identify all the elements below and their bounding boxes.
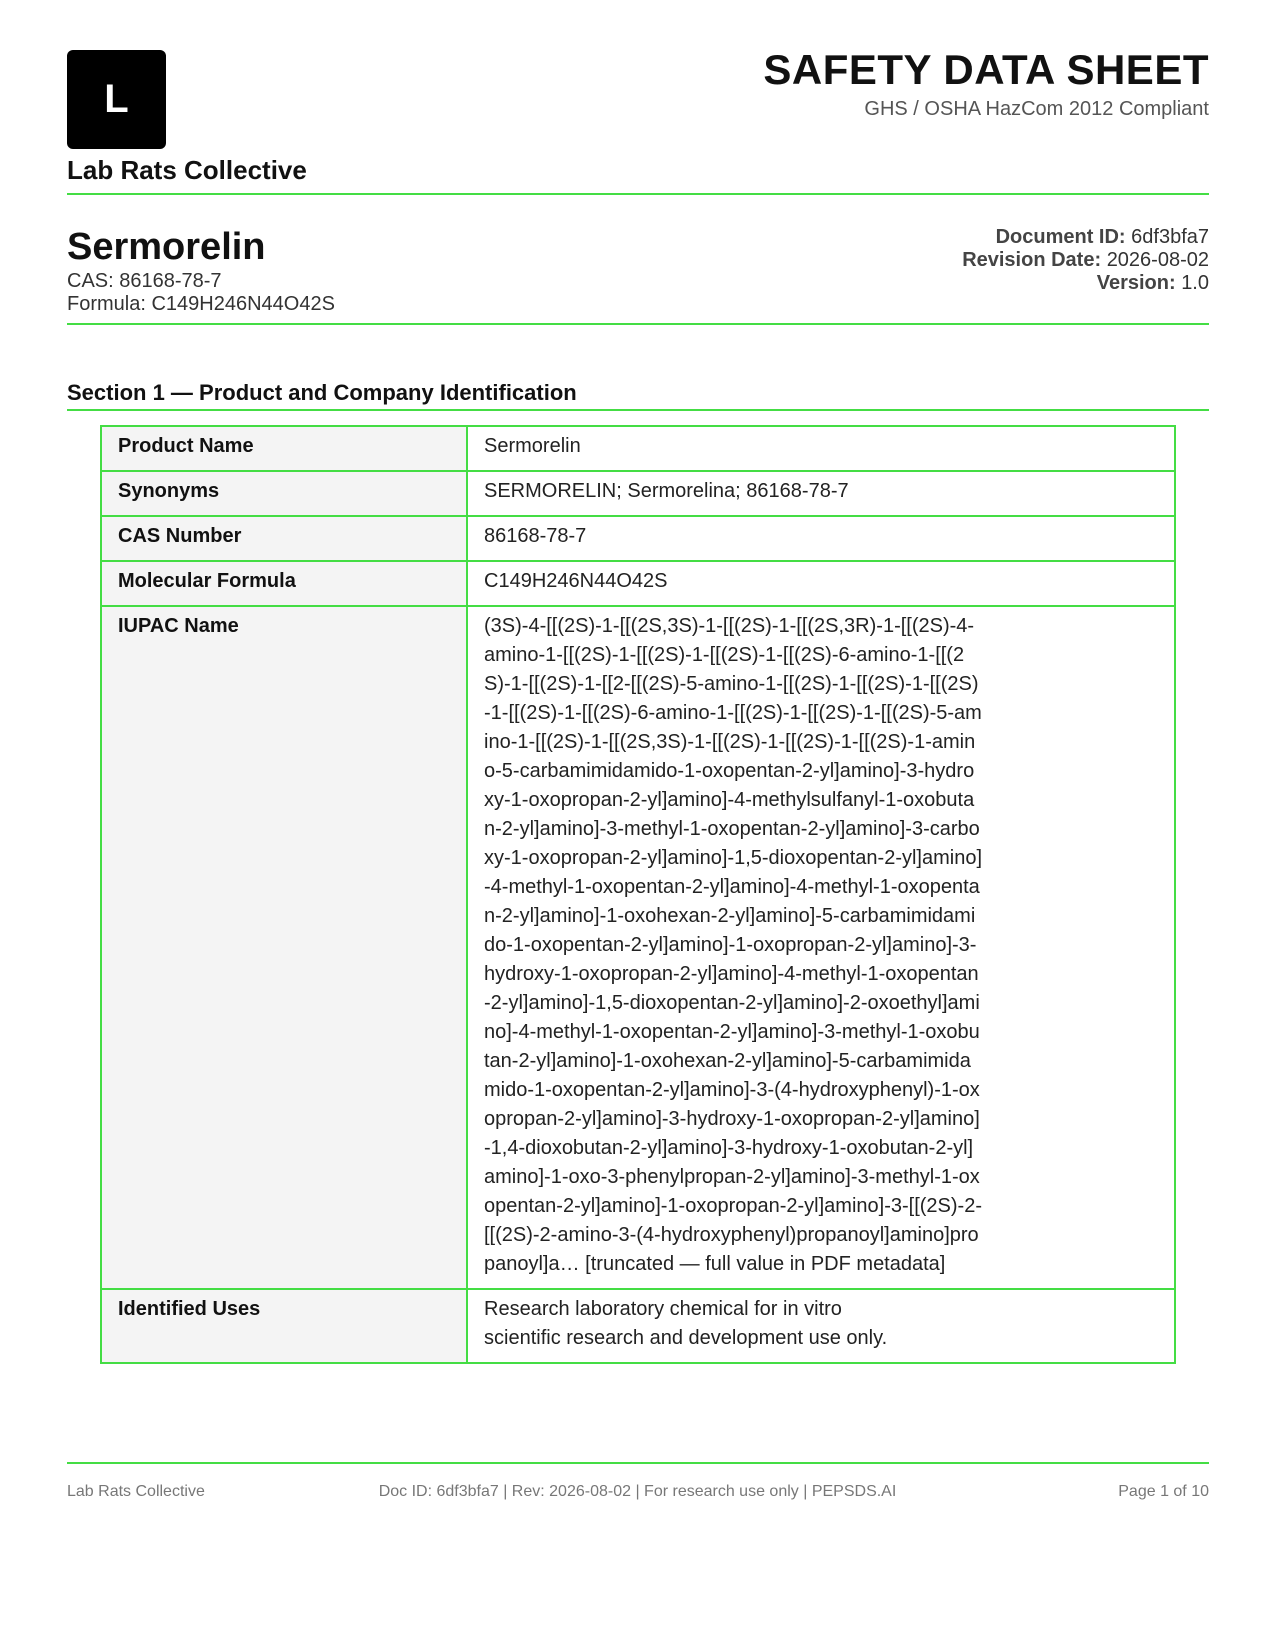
version-value: 1.0	[1181, 272, 1209, 294]
version-label: Version:	[1096, 272, 1176, 294]
document-id	[996, 226, 1209, 249]
table-row	[101, 1289, 1175, 1363]
section-1-title: Section 1 — Product and Company Identification	[67, 380, 577, 405]
revision-date-value: 2026-08-02	[1106, 249, 1209, 271]
document-subtitle: GHS / OSHA HazCom 2012 Compliant	[864, 98, 1209, 120]
row-value	[467, 606, 1175, 1289]
document-title: SAFETY DATA SHEET	[763, 46, 1209, 93]
product-divider	[67, 323, 1209, 325]
product-cas: CAS: 86168-78-7	[67, 270, 222, 292]
footer-page-number: Page 1 of 10	[1118, 1483, 1209, 1500]
company-logo	[67, 50, 166, 149]
footer-doc-info: Doc ID: 6df3bfa7 | Rev: 2026-08-02 | For research use only | PEPSDS.AI	[378, 1483, 897, 1500]
table-row	[101, 516, 1175, 561]
header-divider	[67, 193, 1209, 195]
iupac-name-value: (3S)-4-[[(2S)-1-[[(2S,3S)-1-[[(2S)-1-[[(2S,3R)-1-[[(2S)-4-amino-1-[[(2S)-1-[[(2S)-1-[[(2S)-1-[[(2S)-6-amino-1-[[(2S)-1-[[(2S)-1-[[2-[[(2S)-5-amino-1-[[(2S)-1-[[(2S)-1-[[(2S)-1-[[(2S)-1-[[(2S)-6-amino-1-[[(2S)-1-[[(2S)-1-[[(2S)-5-amino-1-[[(2S)-1-[[(2S,3S)-1-[[(2S)-1-[[(2S)-1-[[(2S)-1-amino-5-carbamimidamido-1-oxopentan-2-yl]amino]-3-hydroxy-1-oxopropan-2-yl]amino]-4-methylsulfanyl-1-oxobutan-2-yl]amino]-3-methyl-1-oxopentan-2-yl]amino]-3-carboxy-1-oxopropan-2-yl]amino]-1,5-dioxopentan-2-yl]amino]-4-methyl-1-oxopentan-2-yl]amino]-4-methyl-1-oxopentan-2-yl]amino]-1-oxohexan-2-yl]amino]-5-carbamimidamido-1-oxopentan-2-yl]amino]-1-oxopropan-2-yl]amino]-3-hydroxy-1-oxopropan-2-yl]amino]-4-methyl-1-oxopentan-2-yl]amino]-1,5-dioxopentan-2-yl]amino]-2-oxoethyl]amino]-4-methyl-1-oxopentan-2-yl]amino]-3-methyl-1-oxobutan-2-yl]amino]-1-oxohexan-2-yl]amino]-5-carbamimidamido-1-oxopentan-2-yl]amino]-3-(4-hydroxyphenyl)-1-oxopropan-2-yl]amino]-3-hydroxy-1-oxopropan-2-yl]amino]-1,4-dioxobutan-2-yl]amino]-3-hydroxy-1-oxobutan-2-yl]amino]-1-oxo-3-phenylpropan-2-yl]amino]-3-methyl-1-oxopentan-2-yl]amino]-1-oxopropan-2-yl]amino]-3-[[(2S)-2-[[(2S)-2-amino-3-(4-hydroxyphenyl)propanoyl]amino]propanoyl]a… [truncated — full value in PDF metadata]	[484, 615, 983, 1275]
row-label: Synonyms	[101, 471, 467, 516]
table-row	[101, 606, 1175, 1289]
row-value	[467, 1289, 1175, 1363]
row-label: Identified Uses	[101, 1289, 467, 1363]
row-label: Product Name	[101, 426, 467, 471]
row-label: CAS Number	[101, 516, 467, 561]
section-1-divider	[67, 409, 1209, 411]
table-row	[101, 426, 1175, 471]
product-name: Sermorelin	[67, 226, 266, 268]
row-label: Molecular Formula	[101, 561, 467, 606]
revision-date-label: Revision Date:	[962, 249, 1102, 271]
row-value: SERMORELIN; Sermorelina; 86168-78-7	[467, 471, 1175, 516]
identified-uses-value: Research laboratory chemical for in vitro scientific research and development use only.	[484, 1298, 888, 1349]
revision-date	[962, 249, 1209, 272]
company-name: Lab Rats Collective	[67, 155, 307, 185]
row-value: 86168-78-7	[467, 516, 1175, 561]
logo-letter: L	[104, 77, 129, 121]
row-value: Sermorelin	[467, 426, 1175, 471]
row-label: IUPAC Name	[101, 606, 467, 1289]
document-id-label: Document ID:	[995, 226, 1126, 248]
table-row	[101, 561, 1175, 606]
document-id-value: 6df3bfa7	[1131, 226, 1209, 248]
version	[1097, 272, 1209, 295]
product-formula: Formula: C149H246N44O42S	[67, 293, 335, 315]
table-row	[101, 471, 1175, 516]
footer-divider	[67, 1462, 1209, 1464]
row-value: C149H246N44O42S	[467, 561, 1175, 606]
footer-company: Lab Rats Collective	[67, 1483, 205, 1500]
identification-table	[100, 425, 1176, 1364]
